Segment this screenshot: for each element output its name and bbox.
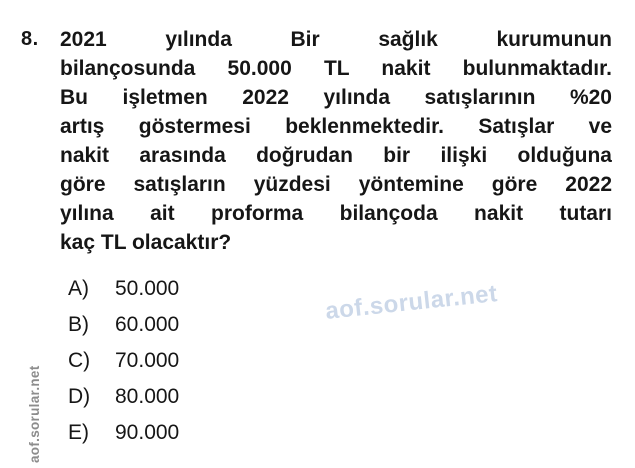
option-value: 90.000 [115, 421, 180, 444]
question-line: yılına ait proforma bilançoda nakit tutarı [60, 202, 612, 225]
option-value: 50.000 [115, 277, 180, 300]
option-row-e [68, 421, 179, 457]
watermark-diagonal: aof.sorular.net [324, 280, 499, 325]
question-line: artış göstermesi beklenmektedir. Satışlar ve [60, 115, 612, 138]
watermark-vertical: aof.sorular.net [27, 365, 42, 463]
option-letter: D) [68, 385, 91, 408]
option-row-b [68, 313, 179, 349]
option-letter: E) [68, 421, 89, 444]
option-row-a [68, 277, 179, 313]
question-number: 8. [21, 28, 39, 50]
question-line: bilançosunda 50.000 TL nakit bulunmaktadır. [60, 57, 612, 80]
option-value: 80.000 [115, 385, 180, 408]
question-text [60, 25, 612, 257]
question-line: nakit arasında doğrudan bir ilişki olduğuna [60, 144, 612, 167]
option-row-c [68, 349, 179, 385]
question-line: 2021 yılında Bir sağlık kurumunun [60, 28, 612, 51]
question-line: Bu işletmen 2022 yılında satışlarının %20 [60, 86, 612, 109]
option-letter: A) [68, 277, 89, 300]
options-list [68, 277, 179, 457]
option-value: 70.000 [115, 349, 180, 372]
question-line: kaç TL olacaktır? [60, 231, 232, 254]
option-letter: B) [68, 313, 89, 336]
option-letter: C) [68, 349, 91, 372]
option-value: 60.000 [115, 313, 180, 336]
option-row-d [68, 385, 179, 421]
question-line: göre satışların yüzdesi yöntemine göre 2022 [60, 173, 612, 196]
